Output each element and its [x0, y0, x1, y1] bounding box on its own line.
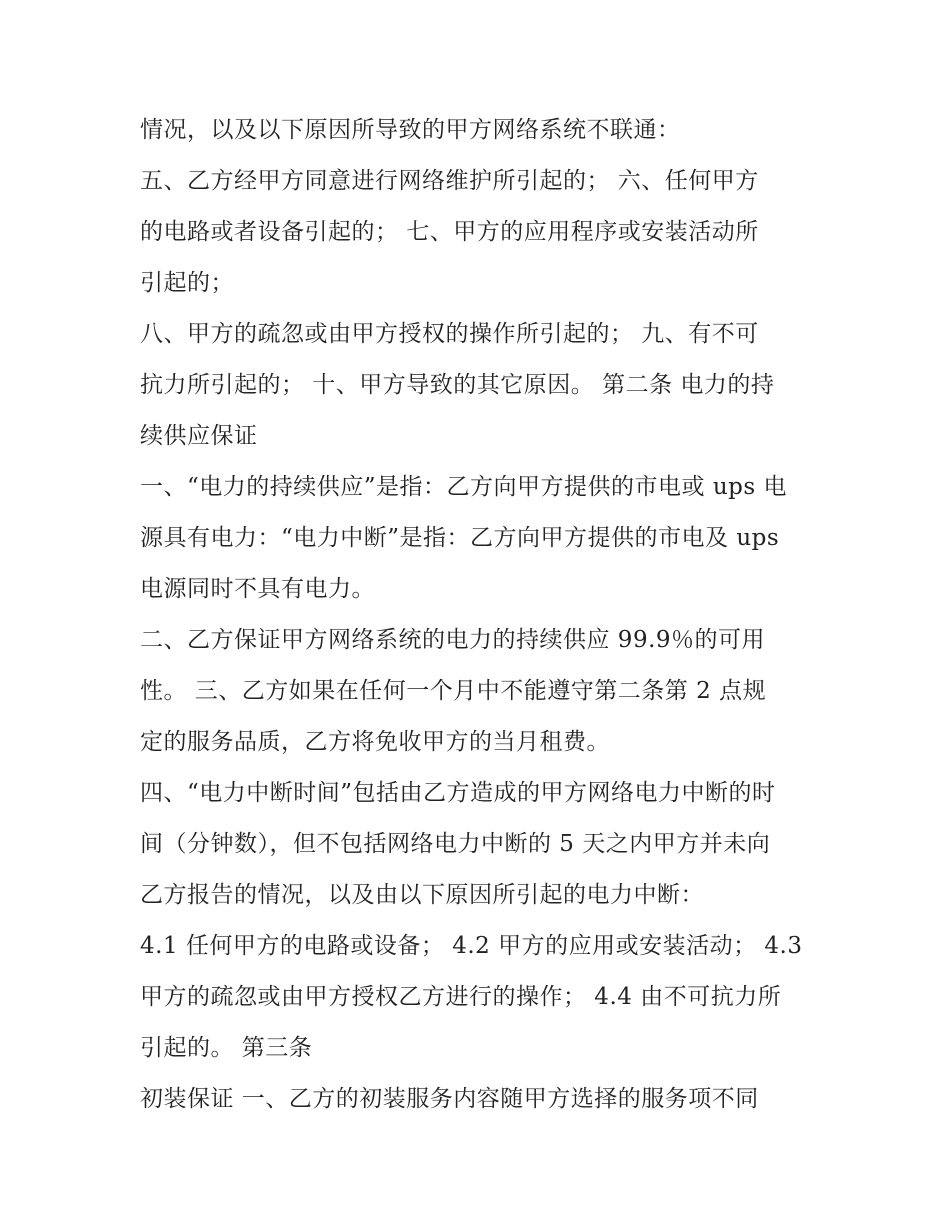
- text-line: 引起的；: [140, 270, 234, 296]
- text-line: 四、“电力中断时间”包括由乙方造成的甲方网络电力中断的时: [140, 780, 776, 806]
- text-line: 4.1 任何甲方的电路或设备； 4.2 甲方的应用或安装活动； 4.3: [140, 933, 803, 959]
- text-line: 电源同时不具有电力。: [140, 576, 375, 602]
- text-line: 引起的。 第三条: [140, 1035, 313, 1061]
- text-line: 八、甲方的疏忽或由甲方授权的操作所引起的； 九、有不可: [140, 321, 759, 347]
- text-line: 二、乙方保证甲方网络系统的电力的持续供应 99.9％的可用: [140, 627, 766, 653]
- text-line: 源具有电力：“电力中断”是指：乙方向甲方提供的市电及 ups: [140, 525, 780, 551]
- text-line: 的电路或者设备引起的； 七、甲方的应用程序或安装活动所: [140, 219, 759, 245]
- text-line: 续供应保证: [140, 423, 258, 449]
- text-line: 一、“电力的持续供应”是指：乙方向甲方提供的市电或 ups 电: [140, 474, 787, 500]
- text-line: 乙方报告的情况，以及由以下原因所引起的电力中断：: [140, 882, 704, 908]
- text-line: 情况，以及以下原因所导致的甲方网络系统不联通：: [140, 117, 681, 143]
- text-line: 抗力所引起的； 十、甲方导致的其它原因。 第二条 电力的持: [140, 372, 775, 398]
- text-line: 定的服务品质，乙方将免收甲方的当月租费。: [140, 729, 610, 755]
- text-line: 间（分钟数），但不包括网络电力中断的 5 天之内甲方并未向: [140, 831, 771, 857]
- text-line: 甲方的疏忽或由甲方授权乙方进行的操作； 4.4 由不可抗力所: [140, 984, 782, 1010]
- text-line: 性。 三、乙方如果在任何一个月中不能遵守第二条第 2 点规: [140, 678, 767, 704]
- text-line: 初装保证 一、乙方的初装服务内容随甲方选择的服务项不同: [140, 1086, 759, 1112]
- text-line: 五、乙方经甲方同意进行网络维护所引起的； 六、任何甲方: [140, 168, 759, 194]
- document-body: [140, 105, 820, 1125]
